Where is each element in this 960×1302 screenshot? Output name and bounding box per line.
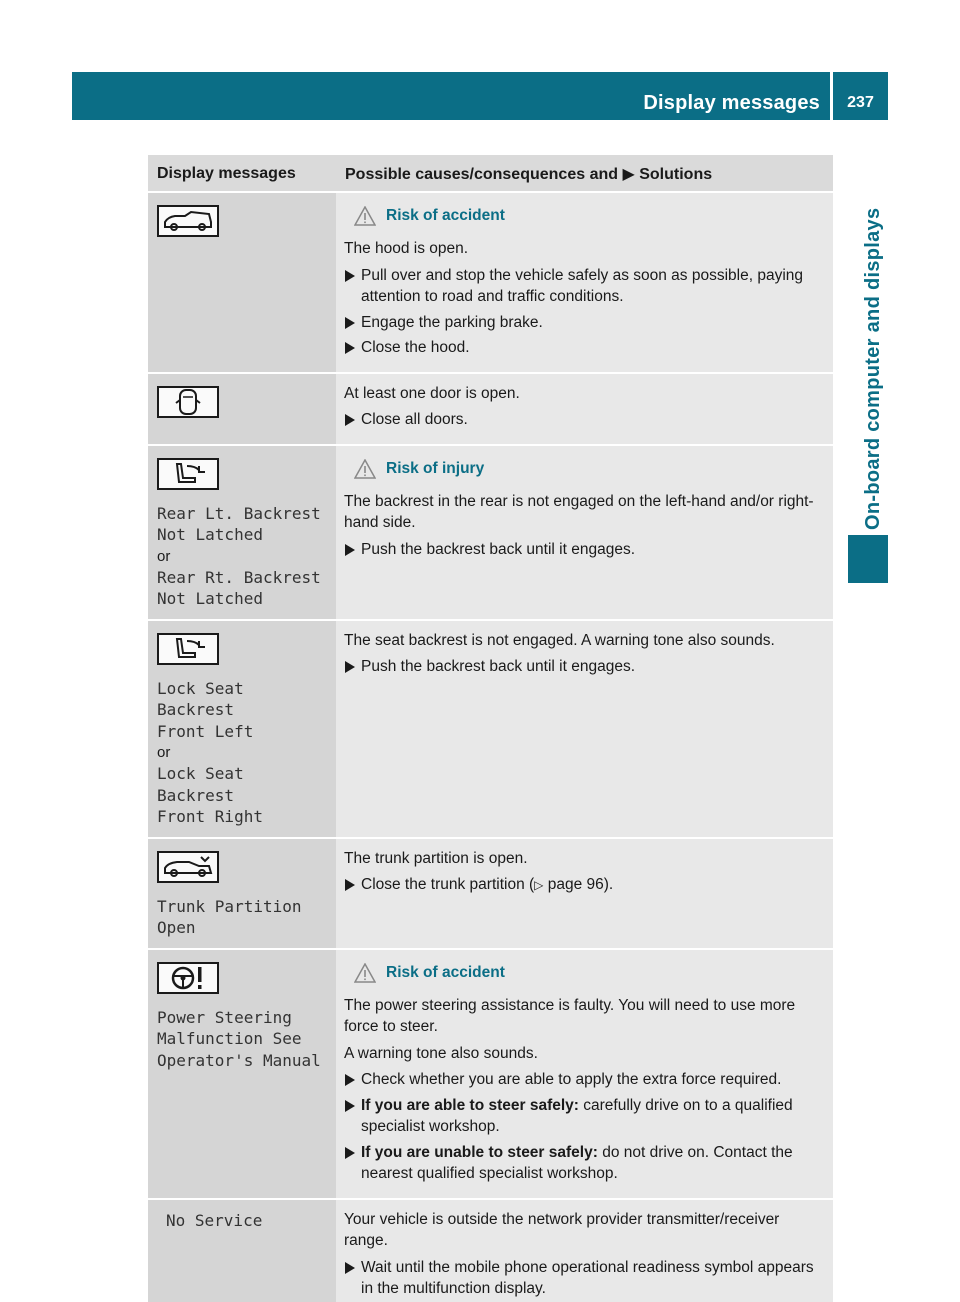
- solution-step: Close all doors.: [344, 409, 826, 431]
- solution-step: If you are able to steer safely: carefully drive on to a qualified specialist workshop.: [344, 1095, 826, 1138]
- header-bar: [72, 72, 830, 120]
- solution-step: Push the backrest back until it engages.: [344, 539, 826, 561]
- display-message: Trunk Partition Open: [157, 896, 302, 937]
- warning-label: Risk of accident: [354, 963, 826, 983]
- warning-triangle-icon: [354, 459, 376, 479]
- table-row: [148, 620, 833, 838]
- seat-backrest-icon: [157, 458, 219, 490]
- or-label: or: [157, 744, 171, 761]
- door-open-icon: [157, 386, 219, 418]
- table-row: [148, 949, 833, 1199]
- table-row: [148, 192, 833, 373]
- table-row: [148, 1199, 833, 1302]
- cause-text: The power steering assistance is faulty. You will need to use more force to steer.: [344, 996, 796, 1035]
- solution-step: If you are unable to steer safely: do not drive on. Contact the nearest qualified specialist workshop.: [344, 1142, 826, 1185]
- display-message: Power Steering Malfunction See Operator's Manual: [157, 1007, 321, 1070]
- cause-text: A warning tone also sounds.: [344, 1044, 538, 1062]
- warning-label: Risk of injury: [354, 459, 826, 479]
- cause-text: The seat backrest is not engaged. A warning tone also sounds.: [344, 631, 775, 649]
- seat-backrest-icon: [157, 633, 219, 665]
- solution-step: Wait until the mobile phone operational readiness symbol appears in the multifunction display.: [344, 1257, 826, 1300]
- hood-open-icon: [157, 205, 219, 237]
- table-row: [148, 445, 833, 620]
- solution-step: Push the backrest back until it engages.: [344, 656, 826, 678]
- cause-text: The backrest in the rear is not engaged on the left-hand and/or right-hand side.: [344, 492, 814, 531]
- warning-triangle-icon: [354, 963, 376, 983]
- cause-text: The trunk partition is open.: [344, 849, 528, 867]
- cause-text: Your vehicle is outside the network provider transmitter/receiver range.: [344, 1210, 780, 1249]
- page-title: Display messages: [643, 92, 820, 114]
- page-number-box: [833, 72, 888, 120]
- table-header-row: [148, 155, 833, 192]
- table-row: [148, 373, 833, 445]
- chapter-side-label: On-board computer and displays: [862, 207, 884, 530]
- cause-text: The hood is open.: [344, 240, 469, 257]
- warning-label: Risk of accident: [354, 206, 826, 226]
- arrow-right-icon: ▶: [622, 166, 635, 183]
- page-number: 237: [847, 94, 874, 111]
- or-label: or: [157, 547, 171, 565]
- solution-step: Pull over and stop the vehicle safely as soon as possible, paying attention to road and traffic conditions.: [344, 265, 826, 308]
- chapter-side-block: [848, 535, 888, 583]
- steering-wheel-warning-icon: [157, 962, 219, 994]
- warning-triangle-icon: [354, 206, 376, 226]
- display-message: Lock Seat Backrest Front Left: [157, 678, 254, 741]
- display-message: Rear Lt. Backrest Not Latched: [157, 503, 321, 544]
- display-message: Lock Seat Backrest Front Right: [157, 764, 263, 826]
- display-messages-table: [148, 155, 833, 1302]
- solution-step: Close the hood.: [344, 337, 826, 359]
- solution-step: Check whether you are able to apply the extra force required.: [344, 1069, 826, 1091]
- cause-text: At least one door is open.: [344, 384, 520, 402]
- display-message: Rear Rt. Backrest Not Latched: [157, 567, 321, 608]
- table-row: [148, 838, 833, 949]
- col-header-causes: Possible causes/consequences and ▶ Solutions: [336, 155, 833, 192]
- solution-step: Close the trunk partition (▷ page 96).: [344, 874, 826, 897]
- page-ref-triangle-icon: ▷: [534, 878, 544, 892]
- trunk-partition-icon: [157, 851, 219, 883]
- display-message: No Service: [166, 1210, 263, 1230]
- col-header-display-messages: Display messages: [148, 155, 336, 192]
- solution-step: Engage the parking brake.: [344, 312, 826, 334]
